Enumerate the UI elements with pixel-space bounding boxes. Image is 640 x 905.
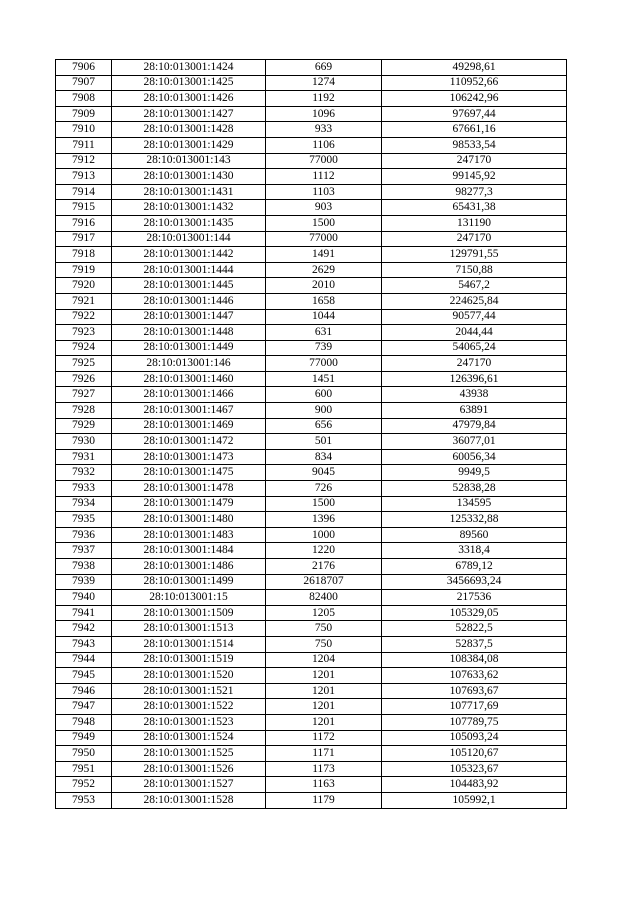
table-row — [56, 496, 567, 512]
value-cell: 3456693,24 — [382, 574, 567, 590]
area-cell: 2618707 — [266, 574, 382, 590]
cadastral-number-cell: 28:10:013001:1427 — [112, 106, 266, 122]
area-cell: 669 — [266, 60, 382, 76]
table-row — [56, 574, 567, 590]
area-cell: 600 — [266, 387, 382, 403]
area-cell: 1204 — [266, 652, 382, 668]
cadastral-number-cell: 28:10:013001:1480 — [112, 512, 266, 528]
value-cell: 63891 — [382, 403, 567, 419]
table-row — [56, 387, 567, 403]
cadastral-number-cell: 28:10:013001:1448 — [112, 325, 266, 341]
table-row — [56, 621, 567, 637]
area-cell: 2176 — [266, 559, 382, 575]
row-number-cell: 7909 — [56, 106, 112, 122]
value-cell: 3318,4 — [382, 543, 567, 559]
area-cell: 1192 — [266, 91, 382, 107]
row-number-cell: 7910 — [56, 122, 112, 138]
cadastral-number-cell: 28:10:013001:1521 — [112, 683, 266, 699]
cadastral-number-cell: 28:10:013001:1428 — [112, 122, 266, 138]
row-number-cell: 7913 — [56, 169, 112, 185]
cadastral-number-cell: 28:10:013001:1432 — [112, 200, 266, 216]
row-number-cell: 7914 — [56, 184, 112, 200]
value-cell: 217536 — [382, 590, 567, 606]
cadastral-number-cell: 28:10:013001:1431 — [112, 184, 266, 200]
row-number-cell: 7915 — [56, 200, 112, 216]
table-row — [56, 699, 567, 715]
area-cell: 1044 — [266, 309, 382, 325]
cadastral-number-cell: 28:10:013001:1522 — [112, 699, 266, 715]
cadastral-number-cell: 28:10:013001:1445 — [112, 278, 266, 294]
cadastral-number-cell: 28:10:013001:1472 — [112, 434, 266, 450]
table-row — [56, 683, 567, 699]
value-cell: 126396,61 — [382, 371, 567, 387]
table-row — [56, 122, 567, 138]
row-number-cell: 7911 — [56, 137, 112, 153]
area-cell: 933 — [266, 122, 382, 138]
area-cell: 1173 — [266, 761, 382, 777]
row-number-cell: 7917 — [56, 231, 112, 247]
value-cell: 47979,84 — [382, 418, 567, 434]
cadastral-number-cell: 28:10:013001:1446 — [112, 293, 266, 309]
table-row — [56, 371, 567, 387]
row-number-cell: 7943 — [56, 636, 112, 652]
cadastral-number-cell: 28:10:013001:146 — [112, 356, 266, 372]
row-number-cell: 7920 — [56, 278, 112, 294]
row-number-cell: 7935 — [56, 512, 112, 528]
row-number-cell: 7941 — [56, 605, 112, 621]
area-cell: 77000 — [266, 153, 382, 169]
cadastral-number-cell: 28:10:013001:1430 — [112, 169, 266, 185]
area-cell: 1171 — [266, 746, 382, 762]
table-row — [56, 777, 567, 793]
area-cell: 1451 — [266, 371, 382, 387]
table-row — [56, 590, 567, 606]
cadastral-number-cell: 28:10:013001:1499 — [112, 574, 266, 590]
cadastral-number-cell: 28:10:013001:1460 — [112, 371, 266, 387]
cadastral-number-cell: 28:10:013001:1467 — [112, 403, 266, 419]
area-cell: 1658 — [266, 293, 382, 309]
value-cell: 247170 — [382, 231, 567, 247]
row-number-cell: 7939 — [56, 574, 112, 590]
cadastral-number-cell: 28:10:013001:1426 — [112, 91, 266, 107]
value-cell: 106242,96 — [382, 91, 567, 107]
row-number-cell: 7947 — [56, 699, 112, 715]
area-cell: 1274 — [266, 75, 382, 91]
row-number-cell: 7942 — [56, 621, 112, 637]
area-cell: 739 — [266, 340, 382, 356]
row-number-cell: 7938 — [56, 559, 112, 575]
cadastral-number-cell: 28:10:013001:1478 — [112, 481, 266, 497]
row-number-cell: 7930 — [56, 434, 112, 450]
row-number-cell: 7926 — [56, 371, 112, 387]
value-cell: 247170 — [382, 356, 567, 372]
row-number-cell: 7908 — [56, 91, 112, 107]
row-number-cell: 7919 — [56, 262, 112, 278]
area-cell: 900 — [266, 403, 382, 419]
table-row — [56, 761, 567, 777]
row-number-cell: 7948 — [56, 714, 112, 730]
area-cell: 726 — [266, 481, 382, 497]
cadastral-number-cell: 28:10:013001:1509 — [112, 605, 266, 621]
value-cell: 224625,84 — [382, 293, 567, 309]
cadastral-number-cell: 28:10:013001:1520 — [112, 668, 266, 684]
value-cell: 99145,92 — [382, 169, 567, 185]
table-row — [56, 792, 567, 808]
area-cell: 501 — [266, 434, 382, 450]
cadastral-number-cell: 28:10:013001:1486 — [112, 559, 266, 575]
area-cell: 1500 — [266, 496, 382, 512]
table-row — [56, 106, 567, 122]
row-number-cell: 7928 — [56, 403, 112, 419]
value-cell: 49298,61 — [382, 60, 567, 76]
value-cell: 105992,1 — [382, 792, 567, 808]
cadastral-number-cell: 28:10:013001:1466 — [112, 387, 266, 403]
row-number-cell: 7953 — [56, 792, 112, 808]
value-cell: 107693,67 — [382, 683, 567, 699]
value-cell: 36077,01 — [382, 434, 567, 450]
value-cell: 54065,24 — [382, 340, 567, 356]
value-cell: 97697,44 — [382, 106, 567, 122]
cadastral-number-cell: 28:10:013001:1447 — [112, 309, 266, 325]
value-cell: 105329,05 — [382, 605, 567, 621]
cadastral-number-cell: 28:10:013001:1527 — [112, 777, 266, 793]
table-row — [56, 512, 567, 528]
cadastral-number-cell: 28:10:013001:1469 — [112, 418, 266, 434]
table-body — [56, 60, 567, 809]
value-cell: 104483,92 — [382, 777, 567, 793]
area-cell: 1000 — [266, 527, 382, 543]
area-cell: 1500 — [266, 215, 382, 231]
value-cell: 65431,38 — [382, 200, 567, 216]
table-row — [56, 309, 567, 325]
area-cell: 656 — [266, 418, 382, 434]
table-row — [56, 465, 567, 481]
cadastral-number-cell: 28:10:013001:1442 — [112, 247, 266, 263]
cadastral-number-cell: 28:10:013001:1514 — [112, 636, 266, 652]
area-cell: 1396 — [266, 512, 382, 528]
table-row — [56, 668, 567, 684]
area-cell: 903 — [266, 200, 382, 216]
value-cell: 105120,67 — [382, 746, 567, 762]
row-number-cell: 7924 — [56, 340, 112, 356]
table-row — [56, 325, 567, 341]
table-row — [56, 434, 567, 450]
row-number-cell: 7937 — [56, 543, 112, 559]
row-number-cell: 7927 — [56, 387, 112, 403]
row-number-cell: 7922 — [56, 309, 112, 325]
value-cell: 108384,08 — [382, 652, 567, 668]
area-cell: 750 — [266, 636, 382, 652]
area-cell: 9045 — [266, 465, 382, 481]
row-number-cell: 7923 — [56, 325, 112, 341]
cadastral-table — [55, 59, 567, 809]
value-cell: 105093,24 — [382, 730, 567, 746]
value-cell: 125332,88 — [382, 512, 567, 528]
area-cell: 1205 — [266, 605, 382, 621]
cadastral-number-cell: 28:10:013001:1525 — [112, 746, 266, 762]
value-cell: 6789,12 — [382, 559, 567, 575]
cadastral-number-cell: 28:10:013001:1528 — [112, 792, 266, 808]
value-cell: 9949,5 — [382, 465, 567, 481]
area-cell: 1106 — [266, 137, 382, 153]
table-row — [56, 153, 567, 169]
area-cell: 77000 — [266, 356, 382, 372]
row-number-cell: 7949 — [56, 730, 112, 746]
table-row — [56, 418, 567, 434]
value-cell: 52822,5 — [382, 621, 567, 637]
value-cell: 107633,62 — [382, 668, 567, 684]
value-cell: 131190 — [382, 215, 567, 231]
area-cell: 1201 — [266, 714, 382, 730]
table-row — [56, 559, 567, 575]
cadastral-number-cell: 28:10:013001:1449 — [112, 340, 266, 356]
area-cell: 1201 — [266, 668, 382, 684]
value-cell: 2044,44 — [382, 325, 567, 341]
row-number-cell: 7916 — [56, 215, 112, 231]
row-number-cell: 7944 — [56, 652, 112, 668]
table-row — [56, 169, 567, 185]
area-cell: 1179 — [266, 792, 382, 808]
row-number-cell: 7921 — [56, 293, 112, 309]
row-number-cell: 7945 — [56, 668, 112, 684]
value-cell: 90577,44 — [382, 309, 567, 325]
row-number-cell: 7931 — [56, 449, 112, 465]
value-cell: 105323,67 — [382, 761, 567, 777]
value-cell: 52838,28 — [382, 481, 567, 497]
cadastral-number-cell: 28:10:013001:1479 — [112, 496, 266, 512]
value-cell: 98277,3 — [382, 184, 567, 200]
table-row — [56, 215, 567, 231]
table-row — [56, 137, 567, 153]
cadastral-number-cell: 28:10:013001:1484 — [112, 543, 266, 559]
value-cell: 60056,34 — [382, 449, 567, 465]
cadastral-number-cell: 28:10:013001:1425 — [112, 75, 266, 91]
table-row — [56, 730, 567, 746]
table-row — [56, 543, 567, 559]
area-cell: 1112 — [266, 169, 382, 185]
cadastral-number-cell: 28:10:013001:1513 — [112, 621, 266, 637]
cadastral-number-cell: 28:10:013001:1473 — [112, 449, 266, 465]
value-cell: 129791,55 — [382, 247, 567, 263]
value-cell: 247170 — [382, 153, 567, 169]
table-row — [56, 746, 567, 762]
table-row — [56, 449, 567, 465]
value-cell: 89560 — [382, 527, 567, 543]
row-number-cell: 7932 — [56, 465, 112, 481]
table-row — [56, 278, 567, 294]
row-number-cell: 7950 — [56, 746, 112, 762]
cadastral-number-cell: 28:10:013001:1483 — [112, 527, 266, 543]
row-number-cell: 7952 — [56, 777, 112, 793]
table-row — [56, 75, 567, 91]
value-cell: 134595 — [382, 496, 567, 512]
area-cell: 631 — [266, 325, 382, 341]
table-row — [56, 340, 567, 356]
cadastral-number-cell: 28:10:013001:1435 — [112, 215, 266, 231]
cadastral-number-cell: 28:10:013001:144 — [112, 231, 266, 247]
area-cell: 1201 — [266, 699, 382, 715]
cadastral-number-cell: 28:10:013001:1523 — [112, 714, 266, 730]
row-number-cell: 7929 — [56, 418, 112, 434]
cadastral-number-cell: 28:10:013001:1444 — [112, 262, 266, 278]
table-row — [56, 262, 567, 278]
table-row — [56, 200, 567, 216]
area-cell: 82400 — [266, 590, 382, 606]
table-row — [56, 60, 567, 76]
area-cell: 750 — [266, 621, 382, 637]
table-row — [56, 91, 567, 107]
area-cell: 1491 — [266, 247, 382, 263]
area-cell: 1103 — [266, 184, 382, 200]
row-number-cell: 7918 — [56, 247, 112, 263]
cadastral-number-cell: 28:10:013001:1524 — [112, 730, 266, 746]
row-number-cell: 7925 — [56, 356, 112, 372]
table-row — [56, 652, 567, 668]
row-number-cell: 7946 — [56, 683, 112, 699]
table-row — [56, 527, 567, 543]
cadastral-number-cell: 28:10:013001:143 — [112, 153, 266, 169]
table-row — [56, 605, 567, 621]
row-number-cell: 7936 — [56, 527, 112, 543]
table-row — [56, 247, 567, 263]
table-row — [56, 184, 567, 200]
cadastral-number-cell: 28:10:013001:1424 — [112, 60, 266, 76]
table-row — [56, 403, 567, 419]
value-cell: 67661,16 — [382, 122, 567, 138]
table-row — [56, 293, 567, 309]
table-row — [56, 231, 567, 247]
row-number-cell: 7906 — [56, 60, 112, 76]
cadastral-number-cell: 28:10:013001:1519 — [112, 652, 266, 668]
area-cell: 2010 — [266, 278, 382, 294]
value-cell: 107789,75 — [382, 714, 567, 730]
row-number-cell: 7934 — [56, 496, 112, 512]
cadastral-number-cell: 28:10:013001:1475 — [112, 465, 266, 481]
cadastral-number-cell: 28:10:013001:1429 — [112, 137, 266, 153]
value-cell: 52837,5 — [382, 636, 567, 652]
row-number-cell: 7940 — [56, 590, 112, 606]
value-cell: 107717,69 — [382, 699, 567, 715]
row-number-cell: 7907 — [56, 75, 112, 91]
value-cell: 7150,88 — [382, 262, 567, 278]
area-cell: 834 — [266, 449, 382, 465]
table-row — [56, 636, 567, 652]
area-cell: 1163 — [266, 777, 382, 793]
table-row — [56, 714, 567, 730]
area-cell: 1096 — [266, 106, 382, 122]
table-row — [56, 481, 567, 497]
value-cell: 43938 — [382, 387, 567, 403]
area-cell: 2629 — [266, 262, 382, 278]
table-row — [56, 356, 567, 372]
cadastral-number-cell: 28:10:013001:1526 — [112, 761, 266, 777]
value-cell: 98533,54 — [382, 137, 567, 153]
row-number-cell: 7951 — [56, 761, 112, 777]
row-number-cell: 7912 — [56, 153, 112, 169]
area-cell: 1201 — [266, 683, 382, 699]
area-cell: 1172 — [266, 730, 382, 746]
value-cell: 5467,2 — [382, 278, 567, 294]
cadastral-number-cell: 28:10:013001:15 — [112, 590, 266, 606]
area-cell: 1220 — [266, 543, 382, 559]
row-number-cell: 7933 — [56, 481, 112, 497]
value-cell: 110952,66 — [382, 75, 567, 91]
area-cell: 77000 — [266, 231, 382, 247]
